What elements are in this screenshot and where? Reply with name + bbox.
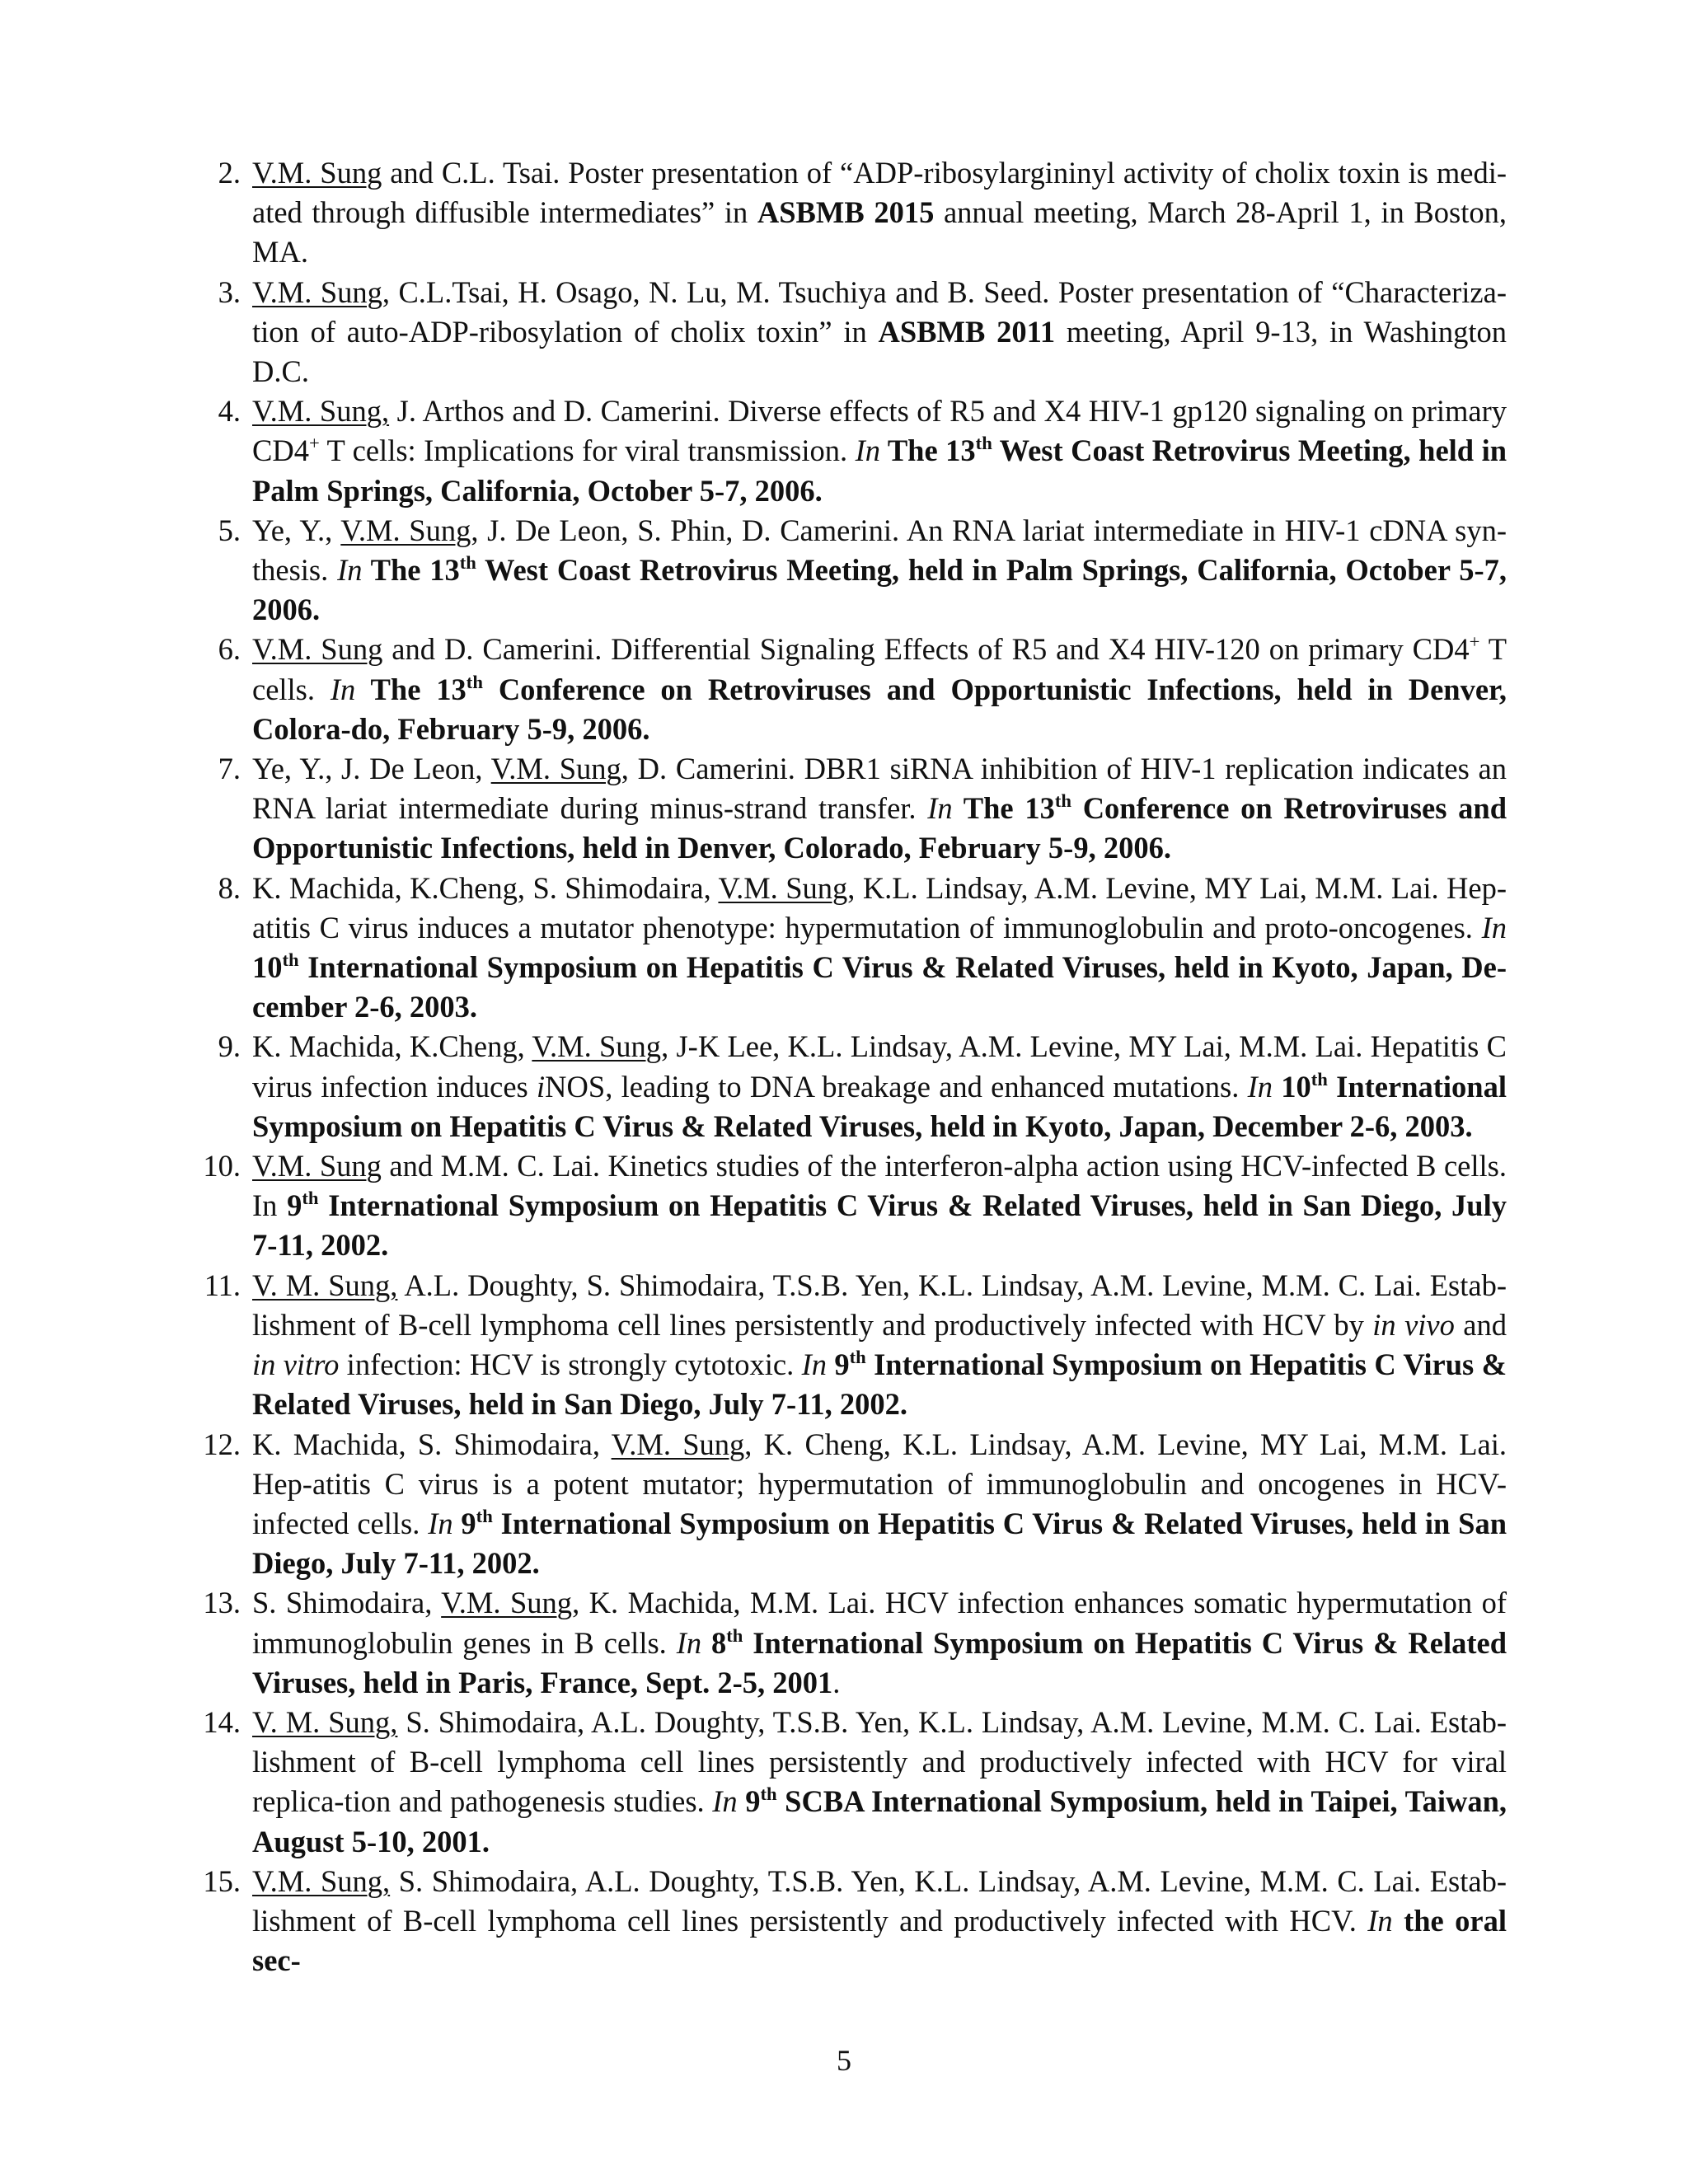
meeting-title: 10	[252, 950, 283, 985]
italic-text: In	[1367, 1903, 1393, 1938]
body-text: and	[1454, 1307, 1507, 1342]
entry-text	[252, 513, 1507, 626]
entry-number: 5.	[218, 513, 241, 547]
ordinal-superscript: th	[466, 671, 483, 692]
reference-entry	[196, 1146, 1507, 1266]
body-text: , K. Cheng, K.L. Lindsay, A.M. Levine, MY Lai, M.M. Lai. Hep-atitis C virus is a potent mutator; hypermutation of immunoglobulin and oncogenes in HCV-infected cells.	[252, 1427, 1507, 1540]
meeting-title: Conference on Retroviruses and Opportunistic Infections, held in Denver, Colora-do, February 5-9, 2006.	[252, 672, 1507, 746]
superscript: +	[1469, 631, 1480, 653]
body-text: NOS, leading to DNA breakage and enhanced mutations.	[545, 1069, 1248, 1104]
body-text: and M.M. C. Lai. Kinetics studies of the interferon-alpha action using HCV-infected B cells. In	[252, 1149, 1507, 1223]
entry-text	[252, 394, 1507, 507]
reference-entry	[196, 1027, 1507, 1146]
body-text: meeting, April 9-13, in Washington D.C.	[252, 314, 1507, 389]
meeting-title: 8	[701, 1625, 727, 1660]
italic-text: in vivo	[1372, 1307, 1455, 1342]
entry-text	[252, 156, 1507, 269]
entry-number: 8.	[218, 870, 241, 905]
entry-text	[252, 1029, 1507, 1142]
entry-number: 4.	[218, 394, 241, 429]
italic-text: In	[927, 791, 953, 826]
meeting-title: 10	[1273, 1069, 1311, 1104]
reference-entry	[196, 1583, 1507, 1703]
meeting-title: ASBMB 2011	[878, 314, 1056, 349]
entry-text	[252, 1427, 1507, 1581]
meeting-title: 9	[827, 1347, 850, 1382]
entry-number: 6.	[218, 632, 241, 667]
entry-text	[252, 1705, 1507, 1858]
body-text: and C.L. Tsai. Poster presentation of “ADP-ribosylargininyl activity of cholix toxin is medi-ated through diffusible intermediates” in	[252, 156, 1507, 230]
reference-entry	[196, 1862, 1507, 1981]
italic-text: In	[712, 1784, 738, 1819]
reference-entry	[196, 749, 1507, 869]
ordinal-superscript: th	[726, 1624, 743, 1646]
body-text: T cells: Implications for viral transmission.	[319, 434, 856, 468]
author-name-underlined: V. M. Sung,	[252, 1704, 398, 1739]
meeting-title: International Symposium on Hepatitis C Virus & Related Viruses, held in San Diego, July 7-11, 2002.	[252, 1347, 1507, 1422]
author-name-underlined: V.M. Sung	[532, 1029, 662, 1064]
author-name-underlined: V.M. Sung	[340, 513, 471, 547]
author-name-underlined: V.M. Sung	[490, 752, 621, 786]
body-text: , C.L.Tsai, H. Osago, N. Lu, M. Tsuchiya and B. Seed. Poster presentation of “Characteriza-tion of auto-ADP-ribosylation of cholix toxin” in	[252, 274, 1507, 349]
author-name-underlined: V.M. Sung,	[252, 1863, 391, 1898]
author-name-underlined: V.M. Sung	[441, 1586, 573, 1620]
body-text: , J. De Leon, S. Phin, D. Camerini. An RNA lariat intermediate in HIV-1 cDNA syn-thesis.	[252, 513, 1507, 588]
body-text: Ye, Y.,	[252, 513, 341, 547]
reference-entry	[196, 869, 1507, 1028]
author-name-underlined: V.M. Sung	[252, 156, 382, 190]
body-text: , K. Machida, M.M. Lai. HCV infection enhances somatic hypermutation of immunoglobulin genes in B cells.	[252, 1586, 1507, 1660]
body-text: S. Shimodaira, A.L. Doughty, T.S.B. Yen, K.L. Lindsay, A.M. Levine, M.M. C. Lai. Estab-lishment of B-cell lymphoma cell lines persistently and productively infected with HCV for viral replica-tion and pathogenesis studies.	[252, 1704, 1507, 1819]
meeting-title: The 13	[362, 553, 460, 588]
italic-text: i	[537, 1069, 546, 1104]
entry-text	[252, 1149, 1507, 1262]
body-text: , K.L. Lindsay, A.M. Levine, MY Lai, M.M. Lai. Hep-atitis C virus induces a mutator phenotype: hypermutation of immunoglobulin and proto-oncogenes.	[252, 870, 1507, 944]
meeting-title: International Symposium on Hepatitis C Virus & Related Viruses, held in San Diego, July 7-11, 2002.	[252, 1188, 1507, 1263]
page-number: 5	[837, 2044, 851, 2077]
meeting-title: West Coast Retrovirus Meeting, held in Palm Springs, California, October 5-7, 2006.	[252, 434, 1507, 508]
body-text: infection: HCV is strongly cytotoxic.	[339, 1347, 802, 1382]
body-text: , D. Camerini. DBR1 siRNA inhibition of HIV-1 replication indicates an RNA lariat intermediate during minus-strand transfer.	[252, 752, 1507, 826]
meeting-title: The 13	[952, 791, 1055, 826]
entry-number: 2.	[218, 156, 241, 190]
entry-text	[252, 871, 1507, 1024]
entry-number: 11.	[204, 1268, 241, 1302]
entry-text	[252, 632, 1507, 745]
meeting-title: The 13	[880, 434, 976, 468]
body-text: J. Arthos and D. Camerini. Diverse effects of R5 and X4 HIV-1 gp120 signaling on primary CD4	[252, 394, 1507, 468]
meeting-title: International Symposium on Hepatitis C Virus & Related Viruses, held in Kyoto, Japan, December 2-6, 2003.	[252, 1069, 1507, 1143]
body-text: , J-K Lee, K.L. Lindsay, A.M. Levine, MY Lai, M.M. Lai. Hepatitis C virus infection induces	[252, 1029, 1507, 1104]
entry-number: 15.	[203, 1863, 241, 1898]
entry-text	[252, 1586, 1507, 1699]
author-name-underlined: V.M. Sung	[252, 632, 383, 667]
entry-text	[252, 752, 1507, 865]
author-name-underlined: V.M. Sung	[252, 274, 382, 309]
meeting-title: International Symposium on Hepatitis C Virus & Related Viruses, held in Kyoto, Japan, De-cember 2-6, 2003.	[252, 950, 1507, 1024]
meeting-title: 9	[737, 1784, 761, 1819]
body-text: A.L. Doughty, S. Shimodaira, T.S.B. Yen, K.L. Lindsay, A.M. Levine, M.M. C. Lai. Estab-lishment of B-cell lymphoma cell lines persistently and productively infected with HCV by	[252, 1268, 1507, 1342]
reference-entry	[196, 1703, 1507, 1862]
meeting-title: 9	[452, 1506, 476, 1540]
entry-number: 9.	[218, 1029, 241, 1064]
author-name-underlined: V.M. Sung	[252, 1149, 382, 1183]
author-name-underlined: V.M. Sung,	[252, 394, 390, 429]
reference-entry	[196, 153, 1507, 273]
entry-number: 3.	[218, 274, 241, 309]
reference-entry	[196, 1266, 1507, 1425]
reference-entry	[196, 1425, 1507, 1584]
meeting-title: SCBA International Symposium, held in Taipei, Taiwan, August 5-10, 2001.	[252, 1784, 1507, 1858]
italic-text: In	[428, 1506, 453, 1540]
body-text: K. Machida, K.Cheng,	[252, 1029, 532, 1064]
meeting-title: International Symposium on Hepatitis C Virus & Related Viruses, held in San Diego, July 7-11, 2002.	[252, 1506, 1507, 1581]
entry-number: 14.	[203, 1704, 241, 1739]
italic-text: in vitro	[252, 1347, 340, 1382]
ordinal-superscript: th	[459, 552, 476, 574]
author-name-underlined: V.M. Sung	[718, 870, 848, 905]
body-text: annual meeting, March 28-April 1, in Boston, MA.	[252, 195, 1507, 269]
entry-number: 12.	[203, 1427, 241, 1461]
ordinal-superscript: th	[282, 949, 299, 971]
italic-text: In	[337, 553, 363, 588]
reference-entry	[196, 273, 1507, 392]
italic-text: In	[676, 1625, 702, 1660]
meeting-title: ASBMB 2015	[757, 195, 935, 230]
ordinal-superscript: th	[849, 1347, 866, 1368]
reference-entry	[196, 391, 1507, 511]
ordinal-superscript: th	[1311, 1068, 1328, 1090]
ordinal-superscript: th	[302, 1188, 319, 1209]
body-text: and D. Camerini. Differential Signaling Effects of R5 and X4 HIV-120 on primary CD4	[382, 632, 1470, 667]
entry-number: 13.	[203, 1586, 241, 1620]
entry-text	[252, 1864, 1507, 1977]
ordinal-superscript: th	[760, 1783, 777, 1805]
entry-text	[252, 275, 1507, 388]
body-text: S. Shimodaira, A.L. Doughty, T.S.B. Yen, K.L. Lindsay, A.M. Levine, M.M. C. Lai. Estab-lishment of B-cell lymphoma cell lines persistently and productively infected with HCV.	[252, 1863, 1507, 1938]
entry-text	[252, 1268, 1507, 1422]
meeting-title: West Coast Retrovirus Meeting, held in Palm Springs, California, October 5-7, 2006.	[252, 553, 1507, 627]
author-name-underlined: V. M. Sung,	[252, 1268, 398, 1302]
body-text: T cells.	[252, 632, 1507, 706]
entry-number: 10.	[203, 1149, 241, 1183]
reference-entry	[196, 630, 1507, 749]
body-text: K. Machida, K.Cheng, S. Shimodaira,	[252, 870, 719, 905]
meeting-title: the oral sec-	[252, 1903, 1507, 1978]
reference-list	[196, 153, 1507, 1980]
meeting-title: 9	[287, 1188, 302, 1223]
ordinal-superscript: th	[975, 433, 992, 454]
meeting-title: International Symposium on Hepatitis C Virus & Related Viruses, held in Paris, France, Sept. 2-5, 2001	[252, 1625, 1507, 1699]
superscript: +	[308, 433, 320, 454]
italic-text: In	[1247, 1069, 1273, 1104]
body-text: S. Shimodaira,	[252, 1586, 442, 1620]
author-name-underlined: V.M. Sung	[611, 1427, 745, 1461]
meeting-title: The 13	[355, 672, 467, 706]
italic-text: In	[855, 434, 881, 468]
body-text: K. Machida, S. Shimodaira,	[252, 1427, 612, 1461]
italic-text: In	[801, 1347, 828, 1382]
italic-text: In	[330, 672, 356, 706]
body-text: Ye, Y., J. De Leon,	[252, 752, 491, 786]
ordinal-superscript: th	[476, 1505, 493, 1526]
body-text: .	[832, 1665, 841, 1699]
italic-text: In	[1481, 910, 1507, 944]
reference-entry	[196, 511, 1507, 630]
meeting-title: Conference on Retroviruses and Opportunistic Infections, held in Denver, Colorado, February 5-9, 2006.	[252, 791, 1507, 865]
ordinal-superscript: th	[1054, 790, 1071, 812]
entry-number: 7.	[218, 752, 241, 786]
